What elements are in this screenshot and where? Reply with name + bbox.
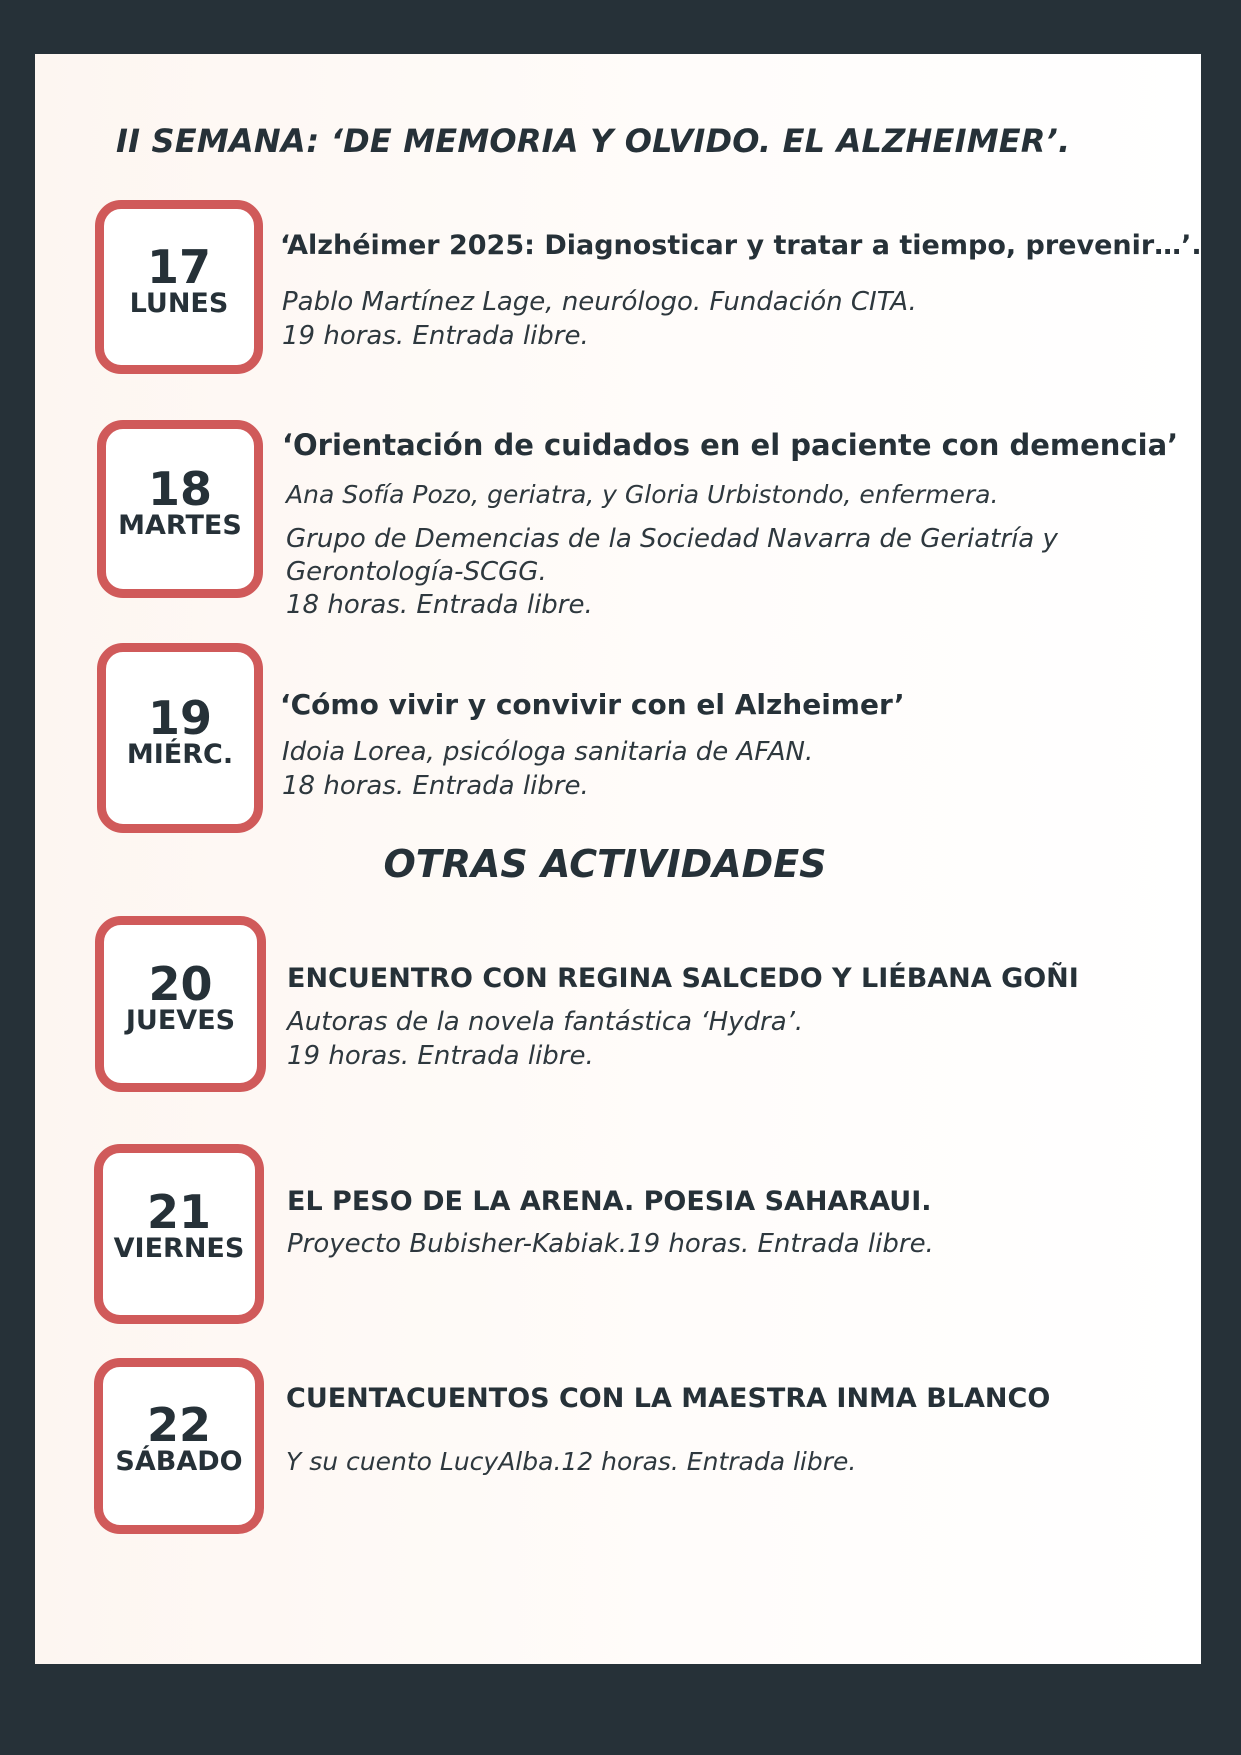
date-number: 22 xyxy=(146,1398,211,1452)
event-detail: Gerontología-SCGG. xyxy=(286,557,547,587)
event-detail: Autoras de la novela fantástica ‘Hydra’. xyxy=(287,1007,804,1037)
event-detail: 19 horas. Entrada libre. xyxy=(287,1041,594,1071)
date-day: SÁBADO xyxy=(115,1446,243,1477)
event-title: ‘Orientación de cuidados en el paciente con demencia’ xyxy=(282,428,1179,462)
date-number: 18 xyxy=(147,462,212,516)
date-day: VIERNES xyxy=(113,1233,245,1264)
section-heading: OTRAS ACTIVIDADES xyxy=(383,842,827,886)
date-badge-18 xyxy=(97,420,263,598)
event-detail: Proyecto Bubisher-Kabiak.19 horas. Entrada libre. xyxy=(287,1229,934,1259)
date-number: 21 xyxy=(146,1185,211,1239)
event-detail: Idoia Lorea, psicóloga sanitaria de AFAN. xyxy=(282,737,814,767)
event-detail: 19 horas. Entrada libre. xyxy=(282,321,589,351)
event-title: ‘Cómo vivir y convivir con el Alzheimer’ xyxy=(280,688,905,721)
date-number: 17 xyxy=(146,240,211,294)
event-detail: 18 horas. Entrada libre. xyxy=(282,771,589,801)
event-detail: Ana Sofía Pozo, geriatra, y Gloria Urbistondo, enfermera. xyxy=(286,480,999,509)
date-number: 19 xyxy=(147,691,212,745)
event-title: ‘Alzhéimer 2025: Diagnosticar y tratar a tiempo, prevenir…’. xyxy=(280,230,1202,261)
date-day: MIÉRC. xyxy=(126,739,234,770)
date-badge-17 xyxy=(95,200,263,374)
date-badge-22 xyxy=(94,1358,264,1534)
date-badge-19 xyxy=(97,643,263,833)
page-heading: II SEMANA: ‘DE MEMORIA Y OLVIDO. EL ALZHEIMER’. xyxy=(116,122,1071,160)
date-day: JUEVES xyxy=(125,1005,236,1036)
date-day: LUNES xyxy=(129,288,229,319)
event-detail: Grupo de Demencias de la Sociedad Navarra de Geriatría y xyxy=(286,524,1058,554)
event-title: EL PESO DE LA ARENA. POESIA SAHARAUI. xyxy=(287,1186,932,1217)
event-title: ENCUENTRO CON REGINA SALCEDO Y LIÉBANA GOÑI xyxy=(287,963,1079,994)
event-detail: Pablo Martínez Lage, neurólogo. Fundación CITA. xyxy=(282,287,917,317)
event-detail: Y su cuento LucyAlba.12 horas. Entrada libre. xyxy=(286,1447,857,1476)
date-number: 20 xyxy=(148,957,213,1011)
date-badge-21 xyxy=(94,1144,264,1324)
date-day: MARTES xyxy=(118,510,242,541)
event-title: CUENTACUENTOS CON LA MAESTRA INMA BLANCO xyxy=(286,1383,1051,1414)
event-detail: 18 horas. Entrada libre. xyxy=(286,590,593,620)
date-badge-20 xyxy=(95,916,266,1092)
